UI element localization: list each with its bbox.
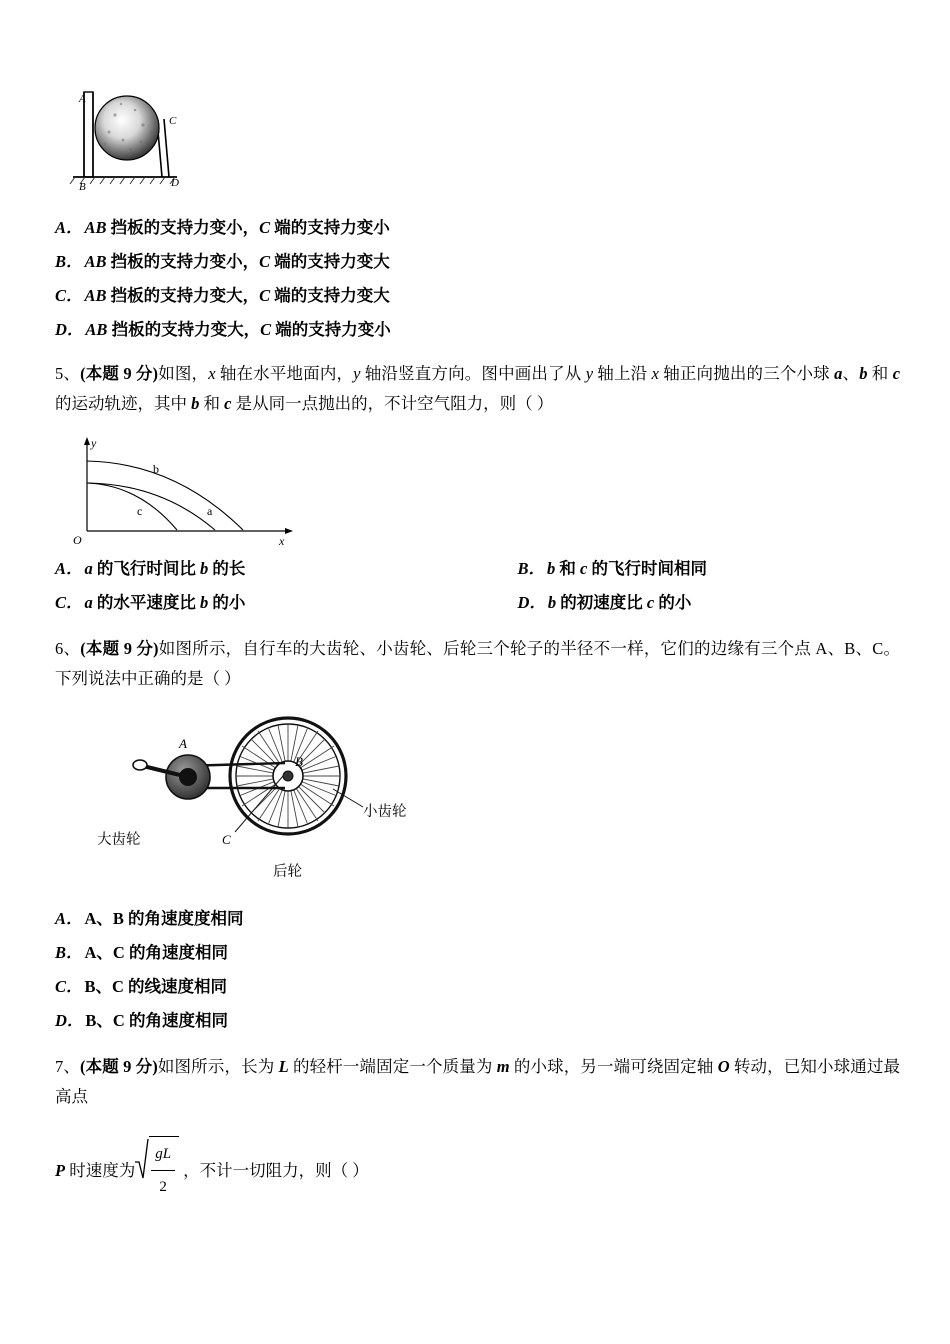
question5-stem-a: a: [834, 364, 843, 383]
question7-stem-2: 的轻杆一端固定一个质量为: [288, 1057, 497, 1076]
question5-stem-b: b: [859, 364, 868, 383]
figure5-axis-x: x: [279, 534, 285, 546]
option-a-label: A．: [55, 909, 83, 928]
option-a[interactable]: [55, 552, 478, 586]
option-d-post: c: [646, 593, 655, 612]
question5-stem-1: 如图，: [158, 364, 209, 383]
option-d-label: D．: [55, 320, 84, 339]
question5-stem-6: 、: [842, 364, 860, 383]
question5-stem-x: x: [208, 364, 216, 383]
option-b-text: A、C 的角速度相同: [84, 943, 228, 962]
option-a[interactable]: [55, 211, 900, 245]
option-c-tail: 的小: [208, 593, 246, 612]
question7-stem-P-prefix: [55, 1156, 135, 1186]
option-c-text: B、C 的线速度相同: [84, 977, 228, 996]
option-a-label: A．: [55, 218, 83, 237]
question5-stem-4: 轴上沿: [593, 364, 652, 383]
option-c-text-4: 端的支持力变大: [270, 286, 390, 305]
figure6-label-a: A: [179, 736, 187, 751]
option-a-mid: 的飞行时间比: [92, 559, 201, 578]
figure4-label-a: A: [79, 93, 86, 105]
question5-number: 5、: [55, 364, 81, 383]
option-c-pre: a: [84, 593, 93, 612]
question7-number: 7、: [55, 1057, 81, 1076]
figure6-caption-rear-wheel: 后轮: [273, 864, 302, 880]
figure5-axis-y: y: [91, 436, 97, 450]
option-b-post: c: [580, 559, 588, 578]
option-b-text-1: AB: [84, 252, 107, 271]
question5-stem-10: 是从同一点抛出的，不计空气阻力，则（ ）: [231, 394, 554, 413]
question5-options: [55, 552, 900, 620]
question5-stem-8: 的运动轨迹，其中: [55, 394, 192, 413]
option-d[interactable]: [478, 586, 901, 620]
option-a-tail: 的长: [208, 559, 246, 578]
question5-stem-2: 轴在水平地面内，: [215, 364, 354, 383]
option-a-text: A、B 的角速度度相同: [84, 909, 244, 928]
question7-stem-3: 的小球，另一端可绕固定轴: [509, 1057, 718, 1076]
option-d-text-1: AB: [85, 320, 108, 339]
option-a[interactable]: [55, 902, 900, 936]
question5-stem-9: 和: [199, 394, 225, 413]
option-a-text-2: 挡板的支持力变小，: [106, 218, 260, 237]
option-b-mid: 和: [555, 559, 581, 578]
option-d-text-3: C: [260, 320, 272, 339]
question5-stem: [55, 359, 900, 419]
question7-stem-5: 时速度为: [65, 1161, 136, 1180]
figure6-caption-big-gear: 大齿轮: [97, 832, 141, 848]
question5-stem-b2: b: [191, 394, 200, 413]
option-b-text-3: C: [259, 252, 271, 271]
figure-projectile-trajectories: [65, 431, 325, 546]
question6-options: [55, 902, 900, 1038]
option-a-label: A．: [55, 559, 83, 578]
option-b[interactable]: [55, 936, 900, 970]
option-d-label: D．: [55, 1011, 84, 1030]
option-c-text-3: C: [259, 286, 271, 305]
figure-bicycle-gears-svg: [95, 704, 425, 894]
figure5-origin: O: [73, 533, 82, 546]
question5-score: (本题 9 分): [80, 364, 159, 383]
option-b-label: B．: [55, 252, 83, 271]
question7-stem-4: 转动，已知小球通过最高点: [55, 1057, 901, 1106]
option-c[interactable]: [55, 970, 900, 1004]
figure4-label-c: C: [169, 115, 177, 127]
option-b-text-2: 挡板的支持力变小，: [106, 252, 260, 271]
figure6-label-c: C: [222, 832, 231, 847]
question7-stem-1: 如图所示，长为: [157, 1057, 279, 1076]
option-d-text: B、C 的角速度相同: [85, 1011, 228, 1030]
option-c-post: b: [200, 593, 209, 612]
question5-stem-7: 和: [867, 364, 893, 383]
option-b-text-4: 端的支持力变大: [270, 252, 390, 271]
figure-bicycle-gears: [95, 704, 425, 894]
page-content: [55, 80, 900, 1204]
option-c-mid: 的水平速度比: [92, 593, 201, 612]
figure4-label-d: D: [171, 177, 179, 189]
option-d-mid: 的初速度比: [556, 593, 647, 612]
option-b[interactable]: [478, 552, 901, 586]
fraction-denominator: 2: [159, 1179, 167, 1195]
question6-number: 6、: [55, 639, 81, 658]
sqrt-expression: [135, 1136, 179, 1202]
question7-stem-O: O: [717, 1057, 730, 1076]
option-a-pre: a: [84, 559, 93, 578]
figure-ball-on-incline-svg: [65, 80, 265, 205]
figure5-curve-c: c: [137, 504, 143, 518]
option-a-text-3: C: [259, 218, 271, 237]
question5-stem-3: 轴沿竖直方向。图中画出了从: [360, 364, 586, 383]
question7-score: (本题 9 分): [80, 1057, 158, 1076]
option-c-label: C．: [55, 286, 83, 305]
option-a-text-4: 端的支持力变小: [270, 218, 390, 237]
option-b-pre: b: [547, 559, 556, 578]
question7-stem-P: P: [55, 1161, 66, 1180]
question5-stem-c2: c: [224, 394, 232, 413]
figure-ball-on-incline: [65, 80, 265, 205]
question6-stem: [55, 634, 900, 694]
option-b-label: B．: [517, 559, 546, 578]
option-a-text-1: AB: [84, 218, 107, 237]
question5-stem-x2: x: [651, 364, 659, 383]
option-b[interactable]: [55, 245, 900, 279]
question7-stem-6: ，不计一切阻力，则（ ）: [183, 1161, 369, 1180]
question4-options: [55, 211, 900, 347]
option-c-text-1: AB: [84, 286, 107, 305]
figure-projectile-svg: [65, 431, 325, 546]
fraction: [151, 1139, 175, 1202]
figure4-label-b: B: [79, 181, 86, 193]
question7-stem: [55, 1052, 900, 1112]
figure6-caption-small-gear: 小齿轮: [363, 804, 407, 820]
figure5-curve-a: a: [207, 504, 213, 518]
figure6-label-b: B: [295, 754, 303, 769]
question5-stem-c: c: [892, 364, 901, 383]
option-a-post: b: [200, 559, 209, 578]
figure5-curve-b: b: [153, 462, 159, 476]
option-c-label: C．: [55, 977, 83, 996]
option-d-tail: 的小: [654, 593, 692, 612]
option-c-text-2: 挡板的支持力变大，: [106, 286, 260, 305]
option-d-text-4: 端的支持力变小: [271, 320, 391, 339]
question7-stem-L: L: [278, 1057, 289, 1076]
option-d[interactable]: [55, 313, 900, 347]
question6-stem-text: 如图所示，自行车的大齿轮、小齿轮、后轮三个轮子的半径不一样，它们的边缘有三个点 A、B、C。下列说法中正确的是（ ）: [55, 639, 900, 688]
option-d-text-2: 挡板的支持力变大，: [107, 320, 261, 339]
fraction-numerator: gL: [151, 1139, 175, 1171]
question5-stem-y2: y: [585, 364, 594, 383]
option-b-label: B．: [55, 943, 83, 962]
question7-stem-formula-line: [55, 1138, 900, 1204]
option-c-label: C．: [55, 593, 83, 612]
option-d[interactable]: [55, 1004, 900, 1038]
option-b-tail: 的飞行时间相同: [587, 559, 707, 578]
option-c[interactable]: [55, 586, 478, 620]
question5-stem-5: 轴正向抛出的三个小球: [658, 364, 835, 383]
option-d-pre: b: [547, 593, 557, 612]
question5-stem-y: y: [353, 364, 361, 383]
sqrt-icon: [135, 1136, 149, 1202]
question7-stem-m: m: [496, 1057, 510, 1076]
question6-score: (本题 9 分): [80, 639, 159, 658]
sqrt-body: [149, 1136, 179, 1202]
option-c[interactable]: [55, 279, 900, 313]
option-d-label: D．: [517, 593, 546, 612]
